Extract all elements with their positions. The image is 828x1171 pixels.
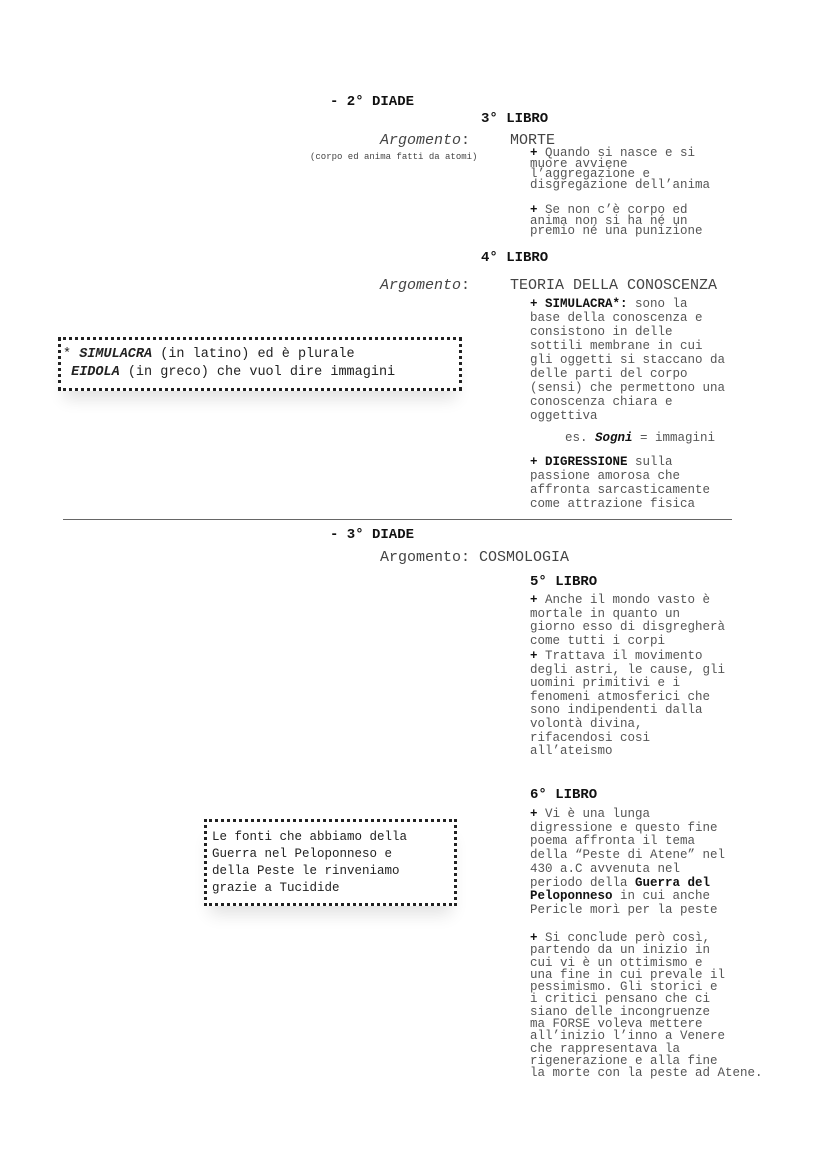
text-line bbox=[530, 863, 725, 877]
section-divider bbox=[63, 519, 732, 520]
libro-3-para-2 bbox=[530, 205, 703, 237]
text-line bbox=[212, 863, 454, 880]
text-segment: passione amorosa che bbox=[530, 469, 681, 483]
text-segment: Pericle morì per la peste bbox=[530, 902, 718, 917]
text-line bbox=[530, 353, 725, 367]
text-line bbox=[530, 718, 725, 732]
text-segment: (in latino) ed è plurale bbox=[152, 347, 355, 362]
argument-colon: : bbox=[461, 277, 471, 294]
text-segment: sono la bbox=[627, 297, 688, 311]
libro-6-para-1 bbox=[530, 808, 725, 918]
text-segment: Le fonti che abbiamo della bbox=[212, 830, 408, 844]
text-segment: della Peste le rinveniamo bbox=[212, 864, 400, 878]
text-line bbox=[530, 745, 725, 759]
text-line bbox=[212, 829, 454, 846]
emphasis-text: + bbox=[530, 146, 546, 160]
libro-5-para-1 bbox=[530, 594, 725, 648]
emphasis-text: SIMULACRA bbox=[79, 347, 153, 362]
text-segment: premio né una punizione bbox=[530, 224, 703, 238]
text-segment: gli oggetti si staccano da bbox=[530, 353, 726, 367]
text-line bbox=[530, 455, 710, 469]
text-line bbox=[530, 367, 725, 381]
text-line bbox=[530, 594, 725, 608]
text-line bbox=[530, 297, 725, 311]
text-segment: digressione e questo fine bbox=[530, 820, 718, 835]
text-line bbox=[63, 346, 459, 364]
text-segment: all’inizio l’inno a Venere bbox=[530, 1029, 726, 1044]
text-line bbox=[212, 880, 454, 897]
text-line bbox=[530, 409, 725, 423]
text-segment: ma FORSE voleva mettere bbox=[530, 1017, 703, 1032]
text-segment bbox=[63, 365, 71, 380]
text-segment: come attrazione fisica bbox=[530, 497, 696, 511]
text-line bbox=[530, 650, 725, 664]
libro-6-para-2 bbox=[530, 932, 763, 1080]
text-segment: della “Peste di Atene” nel bbox=[530, 848, 726, 863]
text-segment: 430 a.C avvenuta nel bbox=[530, 861, 681, 876]
text-segment: fenomeni atmosferici che bbox=[530, 689, 711, 704]
text-segment: che rappresentava la bbox=[530, 1041, 681, 1056]
libro-4-argument bbox=[380, 277, 470, 294]
text-segment: degli astri, le cause, gli bbox=[530, 662, 726, 677]
emphasis-text: + bbox=[530, 649, 546, 663]
emphasis-text: + bbox=[530, 203, 546, 217]
text-segment: come tutti i corpi bbox=[530, 633, 666, 648]
text-segment: conoscenza chiara e bbox=[530, 395, 673, 409]
text-segment: Quando si nasce e si bbox=[545, 146, 696, 160]
text-segment: rigenerazione e alla fine bbox=[530, 1053, 718, 1068]
text-segment: grazie a Tucidide bbox=[212, 881, 340, 895]
text-line bbox=[530, 835, 725, 849]
libro-3-note: (corpo ed anima fatti da atomi) bbox=[310, 152, 478, 162]
libro-4-para-1 bbox=[530, 297, 725, 423]
text-line bbox=[530, 608, 725, 622]
text-segment: delle parti del corpo bbox=[530, 367, 688, 381]
text-segment: Trattava il movimento bbox=[545, 649, 703, 663]
text-segment: consistono in delle bbox=[530, 325, 673, 339]
text-segment: (in greco) che vuol dire immagini bbox=[119, 365, 396, 380]
argument-colon: : bbox=[461, 132, 471, 149]
text-line bbox=[530, 497, 710, 511]
text-segment: uomini primitivi e i bbox=[530, 676, 681, 691]
text-line bbox=[530, 677, 725, 691]
emphasis-text: + bbox=[530, 931, 546, 945]
libro-4-example bbox=[565, 431, 715, 445]
text-line bbox=[530, 822, 725, 836]
simulacra-note-box bbox=[58, 337, 462, 391]
argument-label: Argomento bbox=[380, 277, 462, 294]
text-segment: Guerra nel Peloponneso e bbox=[212, 847, 393, 861]
text-segment: anima non si ha né un bbox=[530, 213, 688, 228]
text-segment: mortale in quanto un bbox=[530, 606, 681, 621]
text-segment: Anche il mondo vasto è bbox=[545, 593, 711, 607]
text-segment: giorno esso di disgregherà bbox=[530, 620, 726, 635]
text-segment: sono indipendenti dalla bbox=[530, 703, 703, 718]
text-line bbox=[530, 325, 725, 339]
text-line bbox=[530, 226, 703, 237]
libro-4-para-2 bbox=[530, 455, 710, 511]
text-segment: sottili membrane in cui bbox=[530, 339, 703, 353]
text-segment: (sensi) che permettono una bbox=[530, 381, 726, 395]
text-segment: rifacendosi cosi bbox=[530, 730, 651, 745]
text-line bbox=[530, 339, 725, 353]
text-line bbox=[63, 364, 459, 382]
text-segment: oggettiva bbox=[530, 409, 598, 423]
text-segment: * bbox=[63, 347, 80, 362]
emphasis-text: Peloponneso bbox=[530, 889, 613, 904]
text-segment: cui vi è un ottimismo e bbox=[530, 955, 703, 970]
emphasis-text: + bbox=[530, 807, 546, 821]
diade-2-heading: - 2° DIADE bbox=[330, 94, 415, 110]
text-segment: sulla bbox=[627, 455, 673, 469]
text-line bbox=[530, 635, 725, 649]
libro-4-argument-value: TEORIA DELLA CONOSCENZA bbox=[510, 277, 718, 294]
text-segment: disgregazione dell’anima bbox=[530, 177, 711, 192]
libro-3-argument-value: MORTE bbox=[510, 132, 556, 149]
diade-3-argument: Argomento: COSMOLOGIA bbox=[380, 549, 570, 566]
text-line bbox=[530, 177, 711, 192]
text-segment: partendo da un inizio in bbox=[530, 943, 711, 958]
emphasis-text: + bbox=[530, 593, 546, 607]
text-line bbox=[530, 664, 725, 678]
argument-label: Argomento bbox=[380, 132, 462, 149]
text-line bbox=[530, 808, 725, 822]
emphasis-text: + SIMULACRA*: bbox=[530, 297, 628, 311]
libro-3-para-1 bbox=[530, 148, 710, 190]
text-segment: affronta sarcasticamente bbox=[530, 483, 711, 497]
text-line bbox=[530, 469, 710, 483]
text-segment: i critici pensano che ci bbox=[530, 992, 711, 1007]
emphasis-text: Guerra del bbox=[635, 875, 711, 890]
text-segment: Si conclude però così, bbox=[545, 931, 711, 945]
text-line bbox=[530, 311, 725, 325]
text-line bbox=[530, 890, 725, 904]
text-line bbox=[530, 904, 725, 918]
emphasis-text: Sogni bbox=[595, 431, 633, 445]
text-segment: Vi è una lunga bbox=[545, 807, 651, 821]
diade-3-heading: - 3° DIADE bbox=[330, 527, 415, 543]
text-segment: una fine in cui prevale il bbox=[530, 967, 726, 982]
text-segment: poema affronta il tema bbox=[530, 834, 696, 849]
text-segment: siano delle incongruenze bbox=[530, 1004, 711, 1019]
libro-5-para-2 bbox=[530, 650, 725, 759]
emphasis-text: EIDOLA bbox=[71, 365, 120, 380]
sources-note-box bbox=[204, 819, 457, 906]
emphasis-text: + DIGRESSIONE bbox=[530, 455, 628, 469]
text-line bbox=[530, 1067, 763, 1079]
text-line bbox=[530, 704, 725, 718]
text-segment: volontà divina, bbox=[530, 716, 643, 731]
text-line bbox=[565, 431, 715, 445]
text-segment: la morte con la peste ad Atene. bbox=[530, 1066, 763, 1081]
text-segment: = immagini bbox=[632, 431, 716, 445]
text-segment: es. bbox=[565, 431, 596, 445]
text-line bbox=[530, 621, 725, 635]
text-segment: l’aggregazione e bbox=[530, 167, 651, 181]
text-segment: in cui anche bbox=[612, 889, 711, 904]
text-segment: all’ateismo bbox=[530, 744, 613, 759]
text-segment: periodo della bbox=[530, 875, 636, 890]
text-line bbox=[530, 381, 725, 395]
text-line bbox=[212, 846, 454, 863]
text-line bbox=[530, 732, 725, 746]
text-segment: base della conoscenza e bbox=[530, 311, 703, 325]
text-line bbox=[530, 849, 725, 863]
libro-3-argument bbox=[380, 132, 470, 149]
text-segment: pessimismo. Gli storici e bbox=[530, 980, 718, 995]
libro-6-heading: 6° LIBRO bbox=[530, 787, 598, 803]
text-line bbox=[530, 483, 710, 497]
libro-5-heading: 5° LIBRO bbox=[530, 574, 598, 590]
text-line bbox=[530, 395, 725, 409]
text-line bbox=[530, 877, 725, 891]
text-segment: muore avviene bbox=[530, 156, 628, 171]
text-line bbox=[530, 691, 725, 705]
libro-3-heading: 3° LIBRO bbox=[481, 111, 549, 127]
text-segment: Se non c’è corpo ed bbox=[545, 203, 688, 217]
libro-4-heading: 4° LIBRO bbox=[481, 250, 549, 266]
